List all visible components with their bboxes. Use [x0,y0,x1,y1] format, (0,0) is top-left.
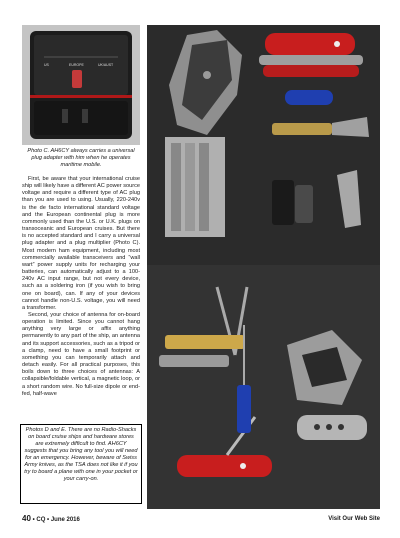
adapter-label-uk-aust: UK/AUST [98,63,114,67]
adapter-label-europe: EUROPE [69,63,84,67]
body-paragraph: Second, your choice of antenna for on-board operation is limited. Since you cannot hang anything very large or affix anything permanently to any part of the ship, an antenna and its support accessories, such as a tripod or a clamp, need to have a small footprint or something you can temporarily attach and detach easily. For all practical purposes, this boils down to three choices of antennas: A collapsible/foldable vertical, a magnetic loop, or a short random wire. No full-size dipole or end-fed, half-wave [22,311,140,397]
adapter-label-us: US [44,63,49,67]
article-body [22,176,140,398]
body-paragraph: First, be aware that your international cruise ship will likely have a different AC power source voltage and require a different type of AC plug than you are used to using. Usually, 220-240v is the de facto international standard voltage and the European continental plug is more commonly used than the U.S. or U.K. plugs on transoceanic and European cruises. But there is no accepted standard and I carry a universal plug adapter and a plug multiplier (Photo C). Most modern ham equipment, including most commercially available transceivers and “wall wart” power supply units for recharging your batteries, can automatically adjust to a 100-240v AC input range, but not every device, such as a soldering iron (if you wish to bring one on board), can. If any of your devices cannot handle non-U.S. voltage, you will need a transformer. [22,176,140,311]
photo-c-caption: Photo C. AH6CY always carries a universal plug adapter with him when he operates maritime mobile. [27,148,135,168]
page-number: 40 [22,514,31,523]
tool-card [165,137,225,237]
photo-c-plug-adapter [22,25,140,145]
magazine-name: CQ [36,517,46,523]
page-footer [22,514,380,524]
bit-multitool [297,415,367,440]
swiss-army-knife-large [259,33,363,77]
footer-bullet: • [47,517,50,523]
footer-website-text: Visit Our Web Site [328,516,380,522]
footer-left [22,514,80,525]
photos-d-e-tools [147,25,380,509]
issue-date: June 2016 [50,517,80,523]
footer-bullet: • [32,517,35,523]
swiss-army-knife-blue [285,90,333,105]
photos-d-e-caption: Photos D and E. There are no Radio-Shacks on board cruise ships and hardware stores are extremely difficult to find. AH6CY suggests that you bring any tool you will need for an emergency. However, beware of Swiss Army knives, as the TSA does not like it if you try to board a plane with one in your pocket or your carry-on. [24,427,138,482]
